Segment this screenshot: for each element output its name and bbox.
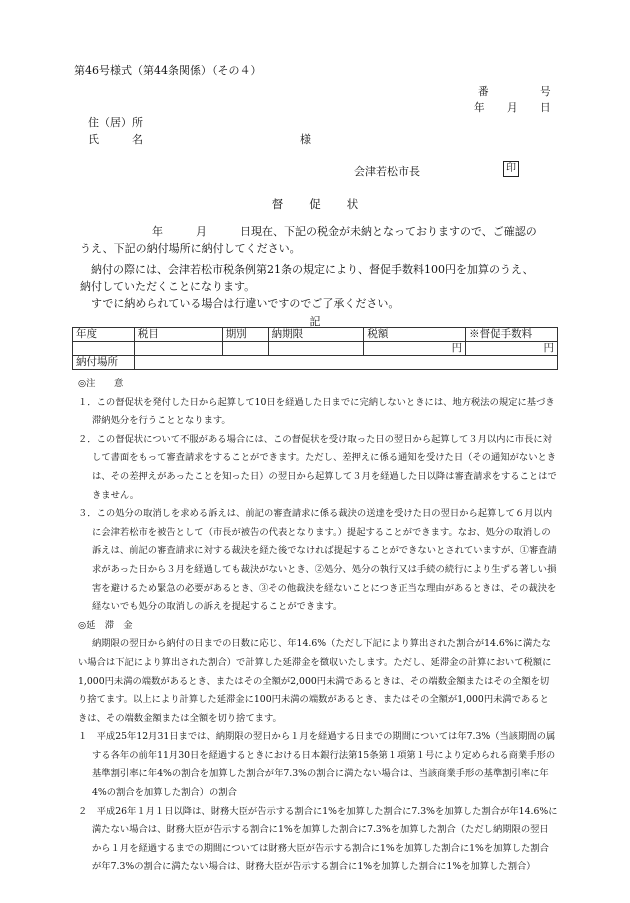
table-row <box>73 342 558 356</box>
cell-fee-yen: 円 <box>466 342 558 356</box>
delay-item-1: １ 平成25年12月31日までは、納期限の翌日から１月を経過する日までの期間については年7.3%（当該期間の属する各年の前年11月30日を経過するときにおける日本銀行法第15条第１項第１号により定められる商業手形の基準割引率に年4%の割合を加算した割合が年7.3%の割合に満たない場合は、当該商業手形の基準割引率に年4%の割合を加算した割合）の割合 <box>78 731 556 799</box>
cell-fiscal-year <box>73 342 135 356</box>
body-line-3: 納付の際には、会津若松市税条例第21条の規定により、督促手数料100円を加算のうえ、 <box>91 263 534 276</box>
title-char-2: 促 <box>309 197 321 211</box>
caution-item-2: ２．この督促状について不服がある場合には、この督促状を受け取った日の翌日から起算して３月以内に市長に対して書面をもって審査請求をすることができます。ただし、差押えに係る通知を受けた日（その通知がないときは、その差押えがあったことを知った日）の翌日から起算して３月を経過した日以降は審査請求をすることはできません。 <box>78 433 557 501</box>
number-label: 番 <box>478 86 489 98</box>
payment-place-label: 納付場所 <box>73 356 135 370</box>
name-label: 氏 名 <box>88 133 143 146</box>
header-period: 期別 <box>222 328 268 342</box>
delay-text: 納期限の翌日から納付の日までの日数に応じ、年14.6%（ただし下記により算出された割合が14.6%に満たない場合は下記により算出された割合）で計算した延滞金を徴収いたします。ただし、延滞金の計算において税額に1,000円未満の端数があるとき、またはその全額が2,000円未満であるときは、その端数金額またはその全額を切り捨てます。以上により計算した延滞金に100円未満の端数があるとき、またはその全額が1,000円未満であるときは、その端数金額または全額を切り捨てます。 <box>78 638 552 724</box>
cell-tax-amount-yen: 円 <box>364 342 466 356</box>
address-label: 住（居）所 <box>88 116 143 129</box>
delay-heading: ◎延 滞 金 <box>78 619 133 631</box>
cell-due-date <box>268 342 364 356</box>
ki-heading: 記 <box>309 315 321 328</box>
caution-item-1: １．この督促状を発付した日から起算して10日を経過した日までに完納しないときには、地方税法の規定に基づき滞納処分を行うこととなります。 <box>78 396 555 427</box>
document-title <box>0 196 630 214</box>
year-label: 年 <box>474 102 485 114</box>
body-line-1: 年 月 日現在、下記の税金が未納となっておりますので、ご確認の <box>152 225 537 238</box>
delay-item-2: ２ 平成26年１月１日以降は、財務大臣が告示する割合に1%を加算した割合に7.3%を加算した割合が年14.6%に満たない場合は、財務大臣が告示する割合に1%を加算した割合に7.3%を加算した割合（ただし納期限の翌日から１月を経過するまでの期間については財務大臣が告示する割合に1%を加算した割合に1%を加算した割合が年7.3%の割合に満たない場合は、財務大臣が告示する割合に1%を加算した割合に1%を加算した割合） <box>78 805 558 873</box>
header-fiscal-year: 年度 <box>73 328 135 342</box>
honorific: 様 <box>300 133 311 146</box>
caution-item-3: ３．この処分の取消しを求める訴えは、前記の審査請求に係る裁決の送達を受けた日の翌日から起算して６月以内に会津若松市を被告として（市長が被告の代表となります。）提起することができます。なお、処分の取消しの訴えは、前記の審査請求に対する裁決を経た後でなければ提起することができないとされていますが、①審査請求があった日から３月を経過しても裁決がないとき、②処分、処分の執行又は手続の続行により生ずる著しい損害を避けるため緊急の必要があるとき、③その他裁決を経ないことにつき正当な理由があるときは、その裁決を経ないでも処分の取消しの訴えを提起することができます。 <box>78 508 557 613</box>
payment-place-value <box>134 356 557 370</box>
day-label: 日 <box>540 102 551 114</box>
body-line-2: うえ、下記の納付場所に納付してください。 <box>80 242 301 255</box>
caution-section <box>78 375 558 877</box>
tax-table <box>72 327 558 370</box>
body-line-5: すでに納められている場合は行違いですのでご了承ください。 <box>91 297 400 310</box>
cell-tax-item <box>134 342 222 356</box>
title-char-3: 状 <box>346 197 359 211</box>
month-label: 月 <box>507 102 518 114</box>
payment-place-row <box>73 356 558 370</box>
issuer-name: 会津若松市長 <box>354 165 420 178</box>
title-char-1: 督 <box>271 197 284 211</box>
number-suffix: 号 <box>540 86 551 98</box>
caution-heading: ◎注 意 <box>78 378 124 389</box>
body-line-4: 納付していただくことになります。 <box>80 280 256 293</box>
seal-mark: 印 <box>503 161 519 177</box>
header-fee: ※督促手数料 <box>466 328 558 342</box>
header-tax-amount: 税額 <box>364 328 466 342</box>
header-due-date: 納期限 <box>268 328 364 342</box>
header-tax-item: 税目 <box>134 328 222 342</box>
form-number: 第46号様式（第44条関係）（その４） <box>74 64 262 77</box>
cell-period <box>222 342 268 356</box>
table-header-row <box>73 328 558 342</box>
